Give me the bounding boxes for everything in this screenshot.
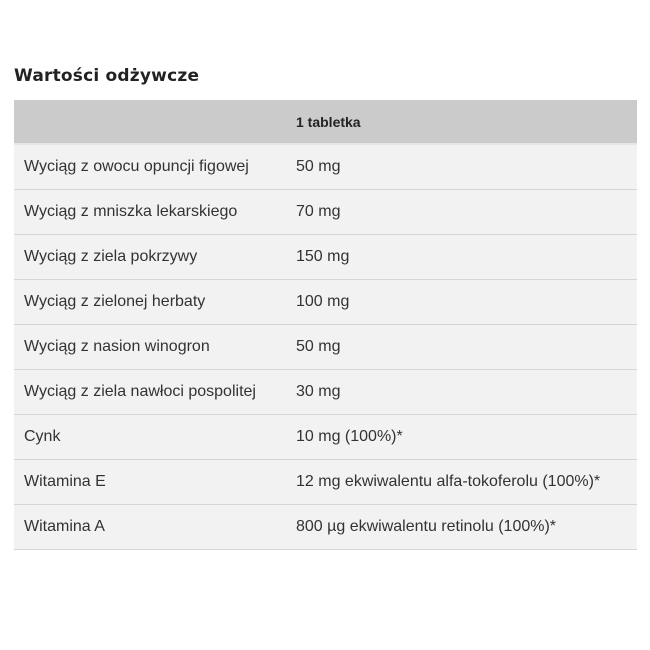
- table-row: [14, 190, 637, 235]
- ingredient-name: Witamina E: [14, 460, 286, 505]
- ingredient-name: Wyciąg z ziela pokrzywy: [14, 235, 286, 280]
- ingredient-name: Wyciąg z owocu opuncji figowej: [14, 144, 286, 190]
- ingredient-name: Wyciąg z zielonej herbaty: [14, 280, 286, 325]
- ingredient-amount: 100 mg: [286, 280, 637, 325]
- table-row: [14, 370, 637, 415]
- table-header-row: [14, 100, 637, 144]
- table-row: [14, 144, 637, 190]
- ingredient-amount: 50 mg: [286, 325, 637, 370]
- ingredient-amount: 30 mg: [286, 370, 637, 415]
- table-row: [14, 505, 637, 550]
- table-row: [14, 415, 637, 460]
- table-row: [14, 235, 637, 280]
- section-heading: Wartości odżywcze: [14, 66, 200, 86]
- ingredient-name: Wyciąg z mniszka lekarskiego: [14, 190, 286, 235]
- ingredient-name: Cynk: [14, 415, 286, 460]
- ingredient-amount: 70 mg: [286, 190, 637, 235]
- ingredient-amount: 800 µg ekwiwalentu retinolu (100%)*: [286, 505, 637, 550]
- ingredient-amount: 50 mg: [286, 144, 637, 190]
- nutrition-table: [14, 100, 637, 550]
- ingredient-amount: 150 mg: [286, 235, 637, 280]
- table-row: [14, 325, 637, 370]
- table-row: [14, 280, 637, 325]
- table-row: [14, 460, 637, 505]
- ingredient-name: Wyciąg z nasion winogron: [14, 325, 286, 370]
- column-header-name: [14, 100, 286, 144]
- ingredient-name: Witamina A: [14, 505, 286, 550]
- ingredient-name: Wyciąg z ziela nawłoci pospolitej: [14, 370, 286, 415]
- ingredient-amount: 10 mg (100%)*: [286, 415, 637, 460]
- column-header-value: 1 tabletka: [286, 100, 637, 144]
- ingredient-amount: 12 mg ekwiwalentu alfa-tokoferolu (100%)*: [286, 460, 637, 505]
